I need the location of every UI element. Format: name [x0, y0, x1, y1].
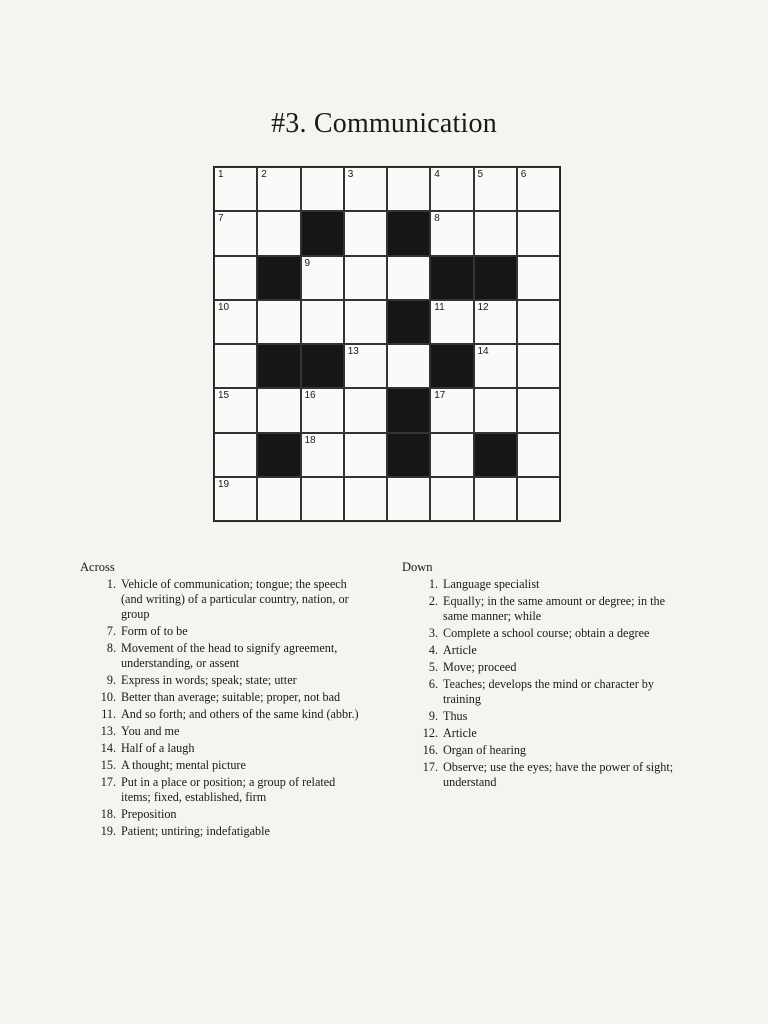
across-clue	[80, 707, 360, 722]
clue-number: 4	[434, 169, 440, 180]
answer-square[interactable]	[474, 388, 517, 432]
clue-text: Patient; untiring; indefatigable	[121, 824, 270, 838]
clue-text: Article	[443, 726, 477, 740]
clue-text: Movement of the head to signify agreement, understanding, or assent	[121, 641, 338, 670]
answer-square[interactable]	[344, 167, 387, 211]
clue-text: Article	[443, 643, 477, 657]
down-clues	[402, 560, 692, 792]
clue-number: 12	[477, 301, 489, 313]
across-clue	[80, 741, 360, 756]
clue-number-label: 19.	[100, 824, 116, 838]
clue-number: 14	[477, 346, 489, 357]
answer-square[interactable]	[214, 167, 257, 211]
clue-number-label: 1.	[428, 577, 438, 591]
answer-square[interactable]	[430, 477, 473, 521]
clue-number: 5	[477, 169, 484, 180]
clue-number: 1	[218, 169, 224, 180]
clue-number-label: 17.	[422, 760, 438, 774]
clue-text: A thought; mental picture	[121, 758, 246, 772]
clue-text: You and me	[121, 724, 180, 738]
black-square	[257, 256, 300, 300]
black-square	[387, 433, 430, 477]
clue-number: 11	[434, 301, 445, 313]
clue-text: Teaches; develops the mind or character by training	[443, 677, 654, 706]
answer-square[interactable]	[214, 344, 257, 388]
clue-number-label: 7.	[106, 624, 116, 638]
clue-number: 13	[347, 346, 359, 357]
across-heading: Across	[80, 560, 115, 574]
answer-square[interactable]	[430, 167, 473, 211]
across-clue	[80, 673, 360, 688]
clue-number: 2	[261, 169, 267, 180]
answer-square[interactable]	[301, 167, 344, 211]
answer-square[interactable]	[214, 388, 257, 432]
answer-square[interactable]	[214, 300, 257, 344]
down-clue	[402, 760, 692, 790]
answer-square[interactable]	[430, 211, 473, 255]
black-square	[301, 211, 344, 255]
answer-square[interactable]	[517, 211, 560, 255]
down-clue	[402, 643, 692, 658]
clue-number-label: 4.	[428, 643, 438, 657]
down-clue	[402, 677, 692, 707]
answer-square[interactable]	[301, 433, 344, 477]
clue-number: 19	[218, 478, 230, 490]
down-heading: Down	[402, 560, 433, 574]
clue-number-label: 18.	[100, 807, 116, 821]
clue-number: 3	[347, 169, 354, 180]
answer-square[interactable]	[214, 477, 257, 521]
down-clue	[402, 577, 692, 592]
clue-number-label: 14.	[100, 741, 116, 755]
clue-number-label: 6.	[428, 677, 438, 691]
clue-number-label: 5.	[428, 660, 438, 674]
clue-number: 17	[434, 390, 446, 402]
answer-square[interactable]	[344, 344, 387, 388]
answer-square[interactable]	[344, 433, 387, 477]
answer-square[interactable]	[517, 256, 560, 300]
answer-square[interactable]	[387, 256, 430, 300]
black-square	[430, 256, 473, 300]
down-clue	[402, 726, 692, 741]
answer-square[interactable]	[474, 211, 517, 255]
black-square	[474, 433, 517, 477]
answer-square[interactable]	[387, 344, 430, 388]
answer-square[interactable]	[430, 388, 473, 432]
across-clues	[80, 560, 360, 841]
crossword-grid	[213, 166, 561, 522]
clue-text: Observe; use the eyes; have the power of sight; understand	[443, 760, 674, 789]
clue-number: 16	[304, 390, 316, 402]
clue-number: 7	[218, 213, 224, 225]
clue-text: Complete a school course; obtain a degree	[443, 626, 650, 640]
clue-text: Thus	[443, 709, 468, 723]
black-square	[474, 256, 517, 300]
answer-square[interactable]	[430, 433, 473, 477]
across-clue	[80, 824, 360, 839]
clue-number-label: 10.	[100, 690, 116, 704]
answer-square[interactable]	[517, 167, 560, 211]
answer-square[interactable]	[517, 300, 560, 344]
answer-square[interactable]	[214, 433, 257, 477]
clue-number-label: 13.	[100, 724, 116, 738]
across-clue	[80, 758, 360, 773]
across-clue	[80, 775, 360, 805]
answer-square[interactable]	[474, 344, 517, 388]
clue-number-label: 11.	[101, 707, 116, 721]
answer-square[interactable]	[474, 477, 517, 521]
across-clue	[80, 624, 360, 639]
across-clue	[80, 724, 360, 739]
clue-text: Organ of hearing	[443, 743, 527, 757]
black-square	[301, 344, 344, 388]
clue-number-label: 17.	[100, 775, 116, 789]
answer-square[interactable]	[430, 300, 473, 344]
answer-square[interactable]	[517, 433, 560, 477]
clue-number-label: 2.	[428, 594, 438, 608]
answer-square[interactable]	[344, 388, 387, 432]
clue-text: Equally; in the same amount or degree; in the same manner; while	[443, 594, 666, 623]
answer-square[interactable]	[214, 211, 257, 255]
answer-square[interactable]	[517, 388, 560, 432]
clue-text: Half of a laugh	[121, 741, 195, 755]
clue-number-label: 1.	[106, 577, 116, 591]
across-clue	[80, 577, 360, 622]
answer-square[interactable]	[344, 256, 387, 300]
down-clue	[402, 709, 692, 724]
clue-number-label: 15.	[100, 758, 116, 772]
clue-text: Put in a place or position; a group of related items; fixed, established, firm	[121, 775, 336, 804]
across-clue	[80, 641, 360, 671]
clue-number: 9	[304, 257, 311, 269]
answer-square[interactable]	[301, 256, 344, 300]
clue-number: 6	[520, 169, 527, 180]
clue-number: 18	[304, 434, 316, 446]
clue-text: Express in words; speak; state; utter	[121, 673, 297, 687]
clue-number-label: 12.	[422, 726, 438, 740]
answer-square[interactable]	[257, 211, 300, 255]
clue-number: 15	[218, 390, 230, 402]
answer-square[interactable]	[387, 167, 430, 211]
black-square	[387, 388, 430, 432]
clue-number-label: 3.	[428, 626, 438, 640]
clue-text: Language specialist	[443, 577, 540, 591]
clue-number-label: 8.	[106, 641, 116, 655]
down-clue	[402, 743, 692, 758]
down-clue	[402, 626, 692, 641]
answer-square[interactable]	[517, 477, 560, 521]
black-square	[257, 433, 300, 477]
clue-text: Preposition	[121, 807, 177, 821]
across-clue	[80, 807, 360, 822]
answer-square[interactable]	[301, 388, 344, 432]
answer-square[interactable]	[301, 477, 344, 521]
clue-number-label: 9.	[428, 709, 438, 723]
answer-square[interactable]	[474, 167, 517, 211]
clue-number-label: 9.	[106, 673, 116, 687]
clue-text: Better than average; suitable; proper, not bad	[121, 690, 341, 704]
clue-number: 10	[218, 301, 230, 313]
clue-text: Move; proceed	[443, 660, 517, 674]
answer-square[interactable]	[344, 211, 387, 255]
clue-number-label: 16.	[422, 743, 438, 757]
answer-square[interactable]	[257, 388, 300, 432]
answer-square[interactable]	[344, 300, 387, 344]
down-clue	[402, 660, 692, 675]
answer-square[interactable]	[517, 344, 560, 388]
black-square	[387, 300, 430, 344]
answer-square[interactable]	[301, 300, 344, 344]
answer-square[interactable]	[257, 300, 300, 344]
black-square	[387, 211, 430, 255]
answer-square[interactable]	[344, 477, 387, 521]
clue-text: Vehicle of communication; tongue; the speech (and writing) of a particular country, nation, or group	[121, 577, 349, 621]
answer-square[interactable]	[474, 300, 517, 344]
down-clue	[402, 594, 692, 624]
answer-square[interactable]	[257, 167, 300, 211]
black-square	[257, 344, 300, 388]
clue-number: 8	[434, 213, 440, 225]
page-title: #3. Communication	[271, 108, 497, 139]
answer-square[interactable]	[387, 477, 430, 521]
clue-text: Form of to be	[121, 624, 188, 638]
across-clue	[80, 690, 360, 705]
answer-square[interactable]	[214, 256, 257, 300]
black-square	[430, 344, 473, 388]
clue-text: And so forth; and others of the same kind (abbr.)	[121, 707, 359, 721]
answer-square[interactable]	[257, 477, 300, 521]
